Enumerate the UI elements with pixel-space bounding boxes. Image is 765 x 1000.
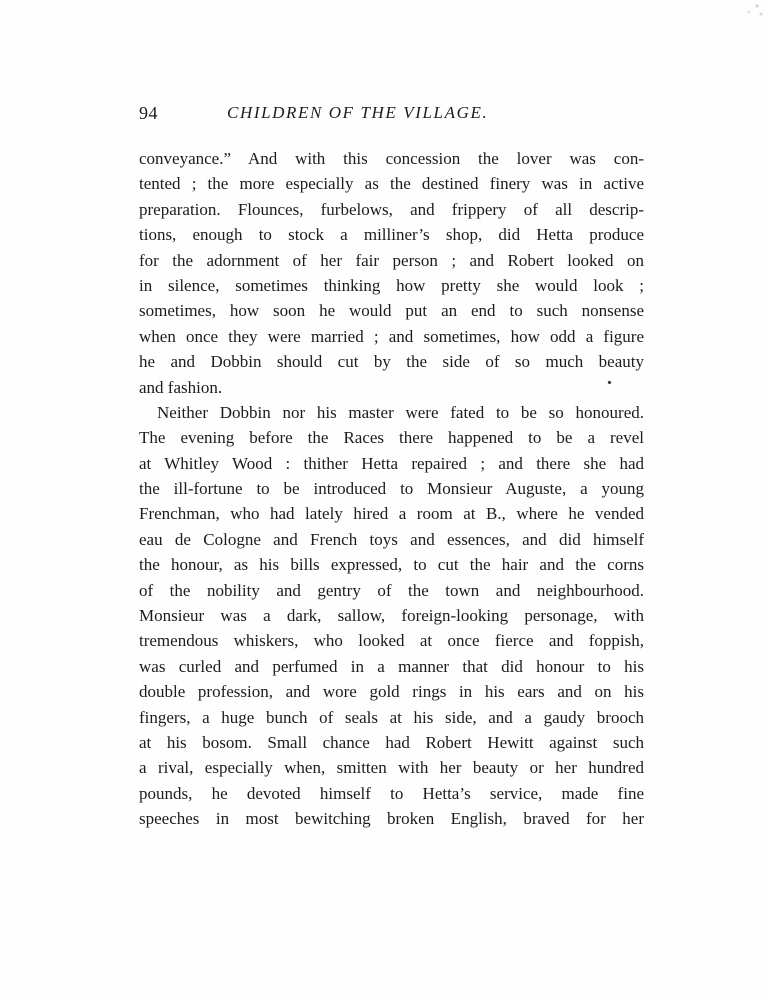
- text-line: in silence, sometimes thinking how pretty she would look ;: [139, 275, 644, 295]
- text-line: of the nobility and gentry of the town and neighbourhood.: [139, 580, 644, 600]
- text-line: the ill-fortune to be introduced to Monsieur Auguste, a young: [139, 479, 644, 499]
- text-line: was curled and perfumed in a manner that did honour to his: [139, 656, 644, 676]
- text-line: preparation. Flounces, furbelows, and frippery of all descrip-: [139, 199, 644, 219]
- text-line: conveyance.” And with this concession the lover was con-: [139, 149, 644, 168]
- text-line: he and Dobbin should cut by the side of so much beauty: [139, 352, 644, 372]
- text-line: at Whitley Wood : thither Hetta repaired ; and there she had: [139, 453, 644, 473]
- text-line: tions, enough to stock a milliner’s shop, did Hetta produce: [139, 225, 644, 245]
- text-line: sometimes, how soon he would put an end to such nonsense: [139, 301, 644, 321]
- running-title: CHILDREN OF THE VILLAGE.: [227, 103, 489, 122]
- text-line: the honour, as his bills expressed, to cut the hair and the corns: [139, 555, 644, 575]
- page-header: [139, 103, 644, 131]
- text-line: pounds, he devoted himself to Hetta’s service, made fine: [139, 783, 644, 803]
- text-line: fingers, a huge bunch of seals at his side, and a gaudy brooch: [139, 707, 644, 727]
- text-line: at his bosom. Small chance had Robert Hewitt against such: [139, 732, 644, 752]
- text-line: eau de Cologne and French toys and essences, and did himself: [139, 529, 644, 549]
- text-line: double profession, and wore gold rings in his ears and on his: [139, 682, 644, 702]
- text-line: tented ; the more especially as the destined finery was in active: [139, 174, 644, 194]
- paragraph-1: [139, 146, 644, 400]
- text-line: The evening before the Races there happened to be a revel: [139, 428, 644, 448]
- text-line: a rival, especially when, smitten with her beauty or her hundred: [139, 758, 644, 778]
- body-text: [139, 146, 644, 832]
- page-number: 94: [139, 103, 158, 123]
- text-line: tremendous whiskers, who looked at once fierce and foppish,: [139, 631, 644, 651]
- text-line: for the adornment of her fair person ; and Robert looked on: [139, 250, 644, 270]
- text-line: and fashion.: [139, 377, 223, 397]
- text-line: Monsieur was a dark, sallow, foreign-looking personage, with: [139, 606, 644, 626]
- text-line: speeches in most bewitching broken English, braved for her: [139, 809, 644, 829]
- text-line: Frenchman, who had lately hired a room at B., where he vended: [139, 504, 644, 524]
- text-line: when once they were married ; and sometimes, how odd a figure: [139, 326, 644, 346]
- scan-smudge: [725, 0, 765, 20]
- paragraph-2: [139, 400, 644, 832]
- text-line: Neither Dobbin nor his master were fated to be so honoured.: [157, 402, 644, 422]
